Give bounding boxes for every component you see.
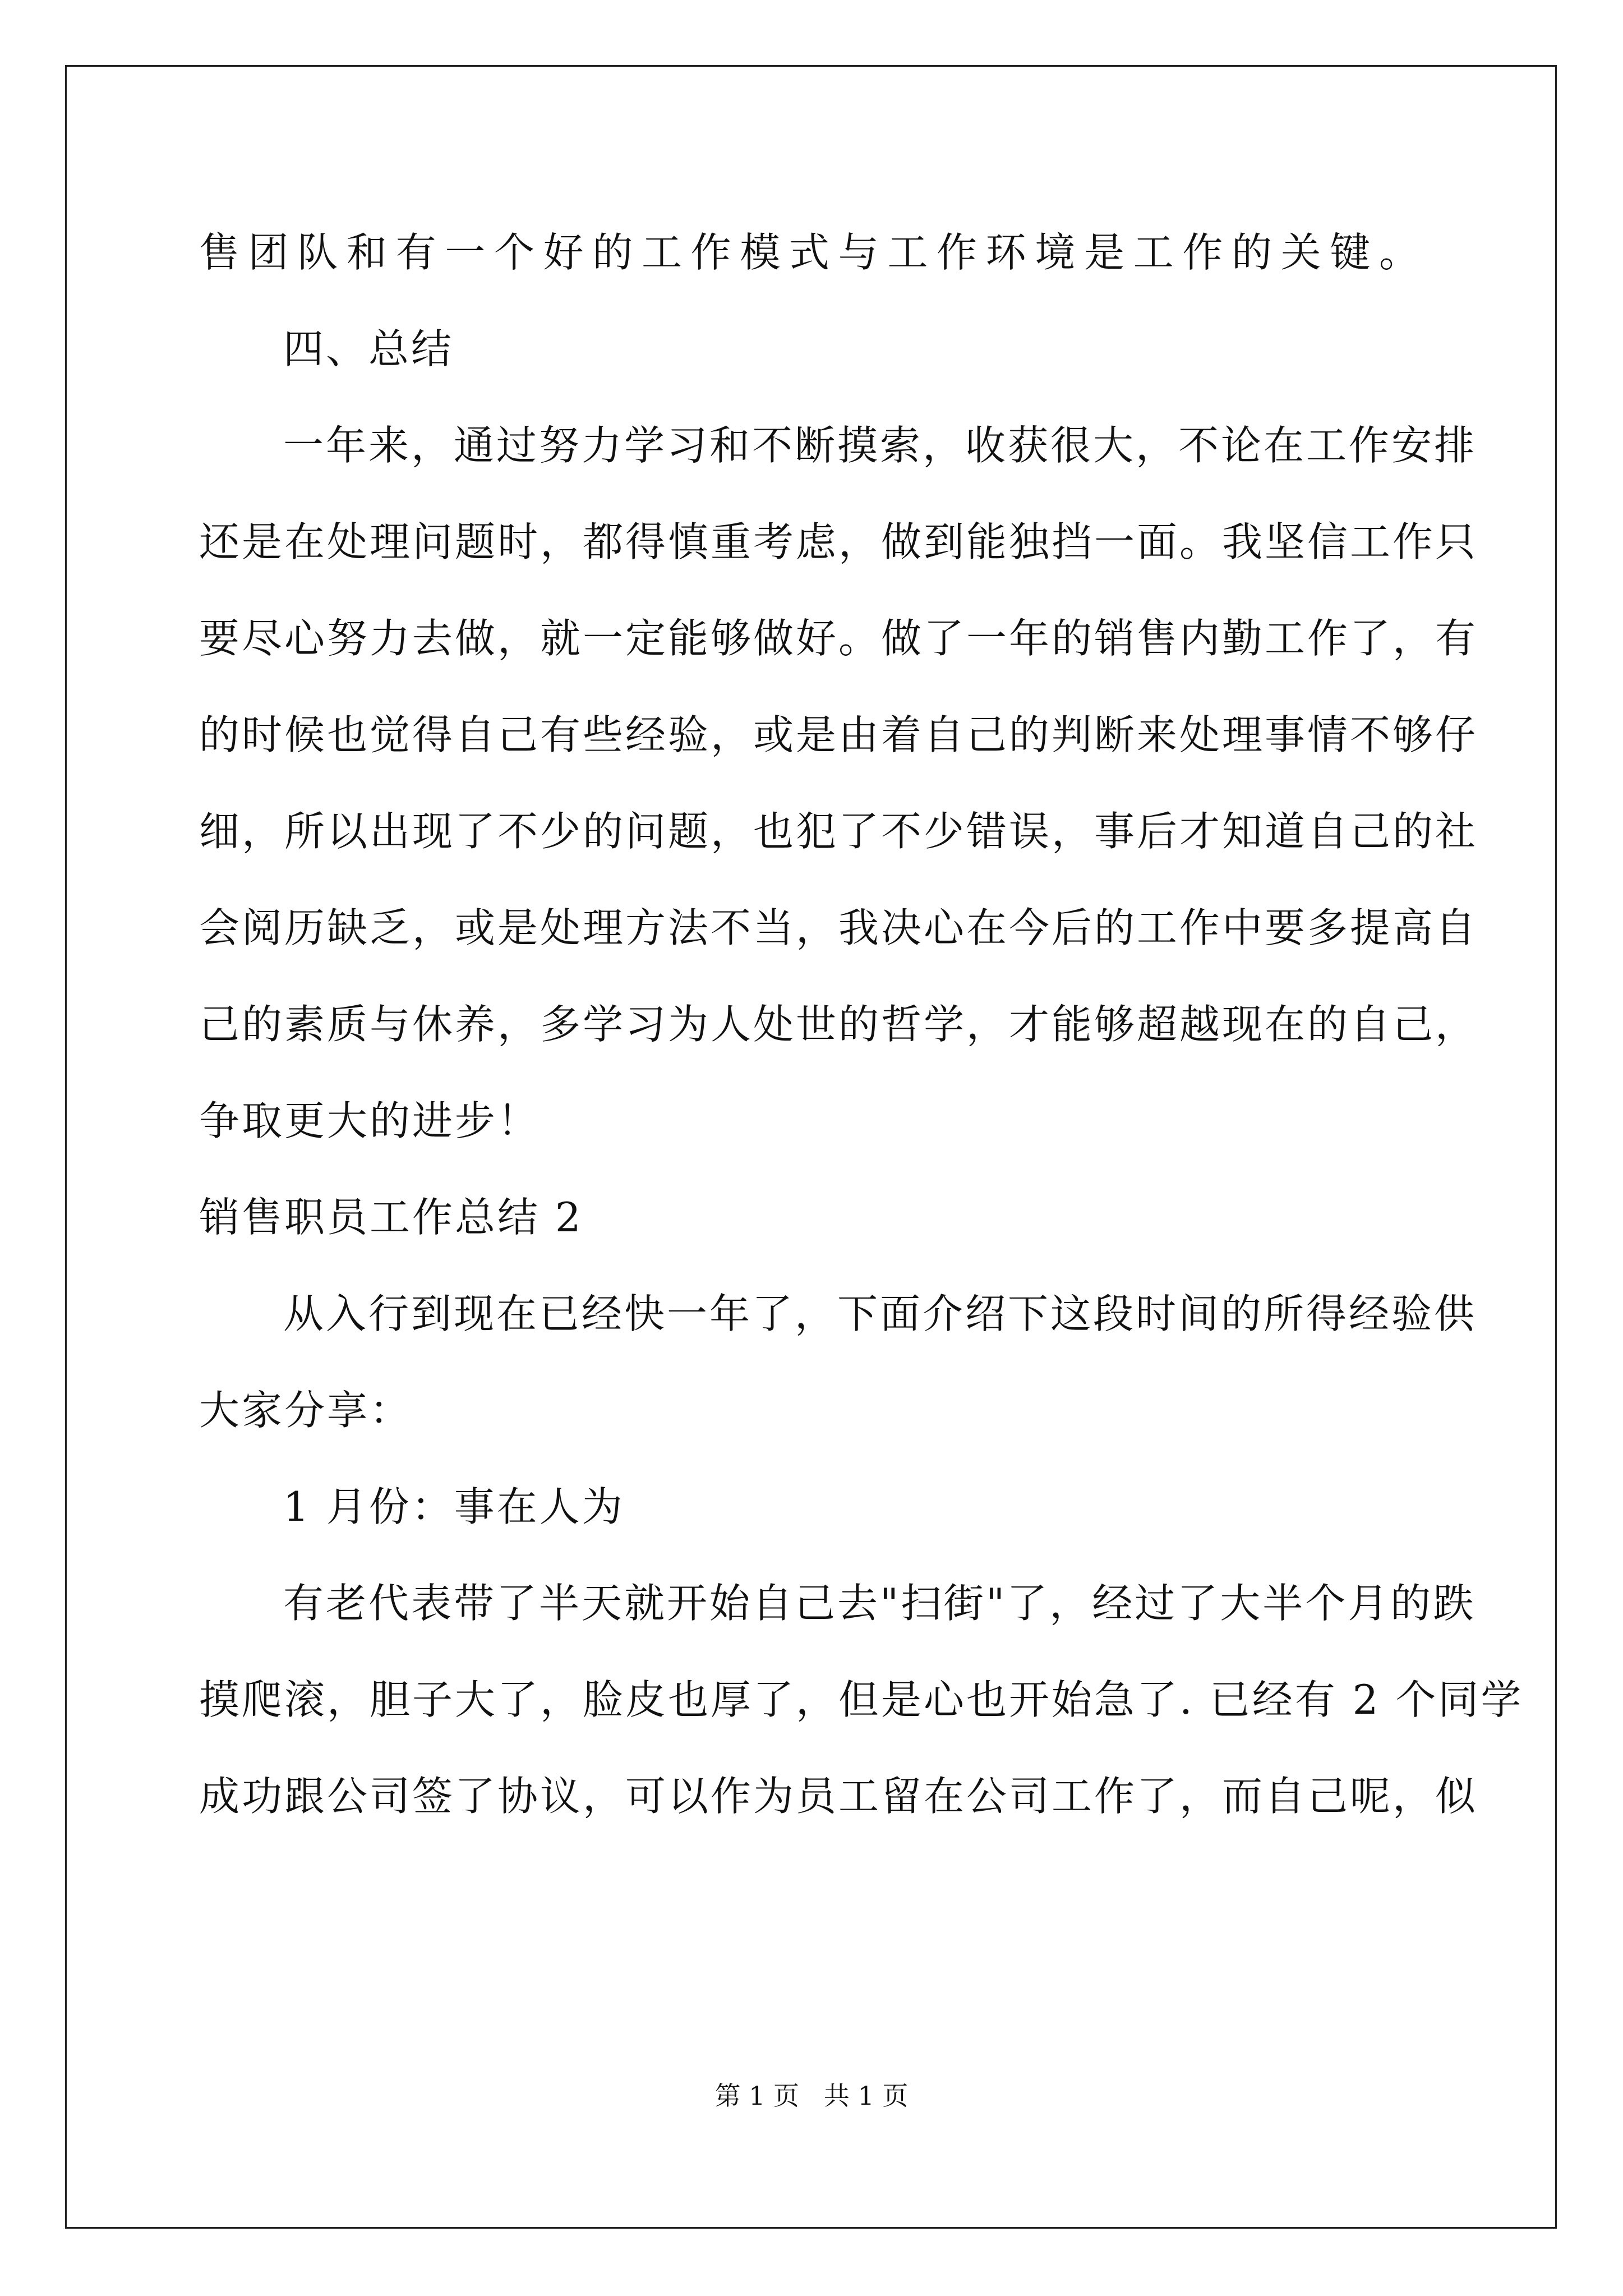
section-heading: 四、总结 [283,325,454,372]
paragraph-line: 大家分享： [199,1387,413,1434]
paragraph-line: 还是在处理问题时，都得慎重考虑，做到能独挡一面。我坚信工作只 [199,518,1478,565]
paragraph-line: 一年来，通过努力学习和不断摸索，收获很大，不论在工作安排 [283,422,1477,469]
paragraph-line: 争取更大的进步！ [199,1097,541,1144]
section-title: 销售职员工作总结 2 [199,1194,583,1241]
paragraph-line: 己的素质与休养，多学习为人处世的哲学，才能够超越现在的自己， [199,1001,1478,1048]
paragraph-line: 的时候也觉得自己有些经验，或是由着自己的判断来处理事情不够仔 [199,711,1478,758]
paragraph-line: 有老代表带了半天就开始自己去"扫街"了，经过了大半个月的跌 [283,1580,1476,1627]
paragraph-line: 从入行到现在已经快一年了，下面介绍下这段时间的所得经验供 [283,1290,1477,1337]
paragraph-line: 售团队和有一个好的工作模式与工作环境是工作的关键。 [199,229,1422,276]
section-heading: 1 月份：事在人为 [283,1483,625,1530]
paragraph-line: 细，所以出现了不少的问题，也犯了不少错误，事后才知道自己的社 [199,808,1478,855]
page-footer: 第 1 页 共 1 页 [714,2081,909,2111]
paragraph-line: 成功跟公司签了协议，可以作为员工留在公司工作了，而自己呢，似 [199,1773,1478,1820]
paragraph-line: 要尽心努力去做，就一定能够做好。做了一年的销售内勤工作了，有 [199,615,1478,662]
paragraph-line: 会阅历缺乏，或是处理方法不当，我决心在今后的工作中要多提高自 [199,904,1478,951]
paragraph-line: 摸爬滚，胆子大了，脸皮也厚了，但是心也开始急了. 已经有 2 个同学 [199,1676,1524,1723]
